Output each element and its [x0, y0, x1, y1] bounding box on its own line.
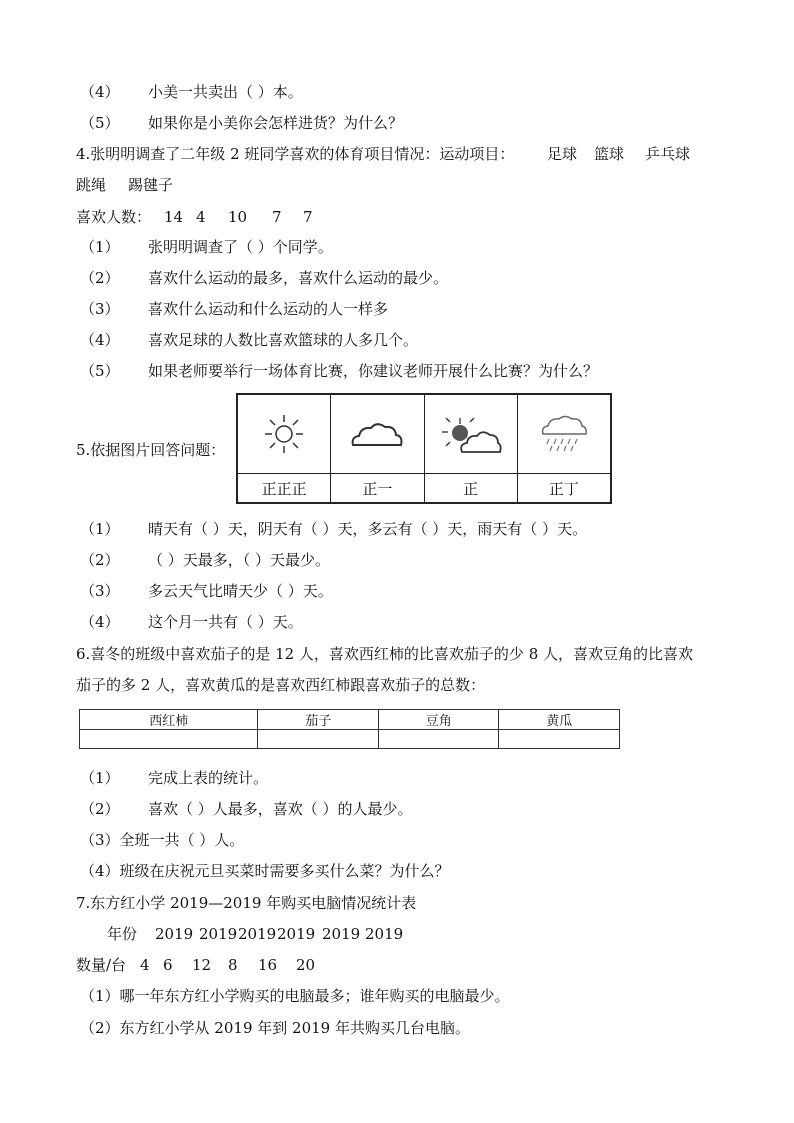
question-4-title: 4.张明明调查了二年级 2 班同学喜欢的体育项目情况：运动项目：: [76, 145, 515, 163]
item-number: （2）: [80, 551, 120, 569]
tally-mark: 正: [463, 479, 479, 498]
item-number: （1）: [80, 520, 120, 538]
tally-mark: 正丁: [548, 479, 579, 498]
question-5-title: 5.依据图片回答问题：: [76, 441, 226, 459]
table-header-cell: 茄子: [258, 710, 379, 730]
question-text: 如果你是小美你会怎样进货？为什么？: [148, 114, 404, 132]
quantity-value: 4: [140, 956, 150, 974]
year-value: 2019: [277, 925, 316, 943]
question-6-line2: 茄子的多 2 人，喜欢黄瓜的是喜欢西红柿跟喜欢茄子的总数：: [76, 676, 486, 694]
sport-item: 足球: [547, 145, 578, 163]
question-text: 喜欢什么运动的最多，喜欢什么运动的最少。: [148, 269, 449, 287]
question-text: 张明明调查了（ ）个同学。: [148, 238, 333, 256]
quantity-value: 20: [296, 956, 316, 974]
quantity-value: 16: [258, 956, 278, 974]
question-text: 这个月一共有（ ）天。: [148, 613, 303, 631]
count-value: 4: [196, 208, 206, 226]
weather-cell-cloudy: [331, 395, 424, 502]
table-cell-empty: [378, 730, 499, 749]
question-text: 如果老师要举行一场体育比赛，你建议老师开展什么比赛？为什么？: [148, 362, 599, 380]
sport-item: 篮球: [594, 145, 625, 163]
question-text: 喜欢足球的人数比喜欢篮球的人多几个。: [148, 331, 419, 349]
count-value: 14: [164, 208, 184, 226]
vegetable-table: [79, 709, 620, 749]
table-header-row: [80, 710, 620, 730]
item-number: （2）: [80, 800, 120, 818]
count-value: 7: [272, 208, 282, 226]
question-6-line1: 6.喜冬的班级中喜欢茄子的是 12 人，喜欢西红柿的比喜欢茄子的少 8 人，喜欢豆角的比喜欢: [76, 645, 694, 663]
partly-cloudy-icon: [440, 412, 502, 456]
tally-mark: 正一: [362, 479, 393, 498]
count-value: 7: [303, 208, 313, 226]
table-row: [80, 730, 620, 749]
question-text: 完成上表的统计。: [148, 769, 269, 787]
table-cell-empty: [80, 730, 258, 749]
year-value: 2019: [365, 925, 404, 943]
question-text: 喜欢什么运动和什么运动的人一样多: [148, 300, 389, 318]
question-text: （4）班级在庆祝元旦买菜时需要多买什么菜？为什么？: [80, 862, 450, 880]
quantity-value: 8: [228, 956, 238, 974]
cloud-icon: [349, 419, 405, 449]
year-value: 2019: [322, 925, 361, 943]
sun-icon: [262, 412, 306, 456]
year-value: 2019: [238, 925, 277, 943]
question-text: 小美一共卖出（ ）本。: [148, 83, 303, 101]
item-number: （4）: [80, 613, 120, 631]
tally-mark: 正正正: [261, 479, 307, 498]
sport-item: 踢毽子: [128, 176, 174, 194]
sport-item: 跳绳: [76, 176, 107, 194]
question-text: 晴天有（ ）天，阴天有（ ）天，多云有（ ）天，雨天有（ ）天。: [148, 520, 588, 538]
year-value: 2019: [155, 925, 194, 943]
item-number: （4）: [80, 331, 120, 349]
item-number: （4）: [80, 83, 120, 101]
question-text: 喜欢（ ）人最多，喜欢（ ）的人最少。: [148, 800, 413, 818]
table-cell-empty: [499, 730, 620, 749]
table-header-cell: 西红柿: [80, 710, 258, 730]
question-text: （3）全班一共（ ）人。: [80, 831, 245, 849]
year-value: 2019: [199, 925, 238, 943]
question-text: （ ）天最多，（ ）天最少。: [148, 551, 331, 569]
weather-cell-partly-cloudy: [425, 395, 518, 502]
item-number: （5）: [80, 362, 120, 380]
question-7-title: 7.东方红小学 2019—2019 年购买电脑情况统计表: [76, 894, 417, 912]
item-number: （5）: [80, 114, 120, 132]
table-header-cell: 黄瓜: [499, 710, 620, 730]
item-number: （1）: [80, 238, 120, 256]
count-value: 10: [228, 208, 248, 226]
quantity-value: 12: [192, 956, 212, 974]
count-label: 喜欢人数：: [76, 208, 152, 226]
weather-table: [236, 393, 612, 504]
question-text: （2）东方红小学从 2019 年到 2019 年共购买几台电脑。: [80, 1019, 470, 1037]
item-number: （3）: [80, 300, 120, 318]
weather-cell-sunny: [238, 395, 331, 502]
item-number: （3）: [80, 582, 120, 600]
table-header-cell: 豆角: [378, 710, 499, 730]
item-number: （1）: [80, 769, 120, 787]
item-number: （2）: [80, 269, 120, 287]
sport-item: 乒乓球: [645, 145, 691, 163]
quantity-value: 6: [163, 956, 173, 974]
year-label: 年份: [107, 925, 138, 943]
question-text: 多云天气比晴天少（ ）天。: [148, 582, 333, 600]
quantity-label: 数量/台: [76, 956, 127, 974]
weather-cell-rainy: [518, 395, 610, 502]
question-text: （1）哪一年东方红小学购买的电脑最多；谁年购买的电脑最少。: [80, 987, 510, 1005]
table-cell-empty: [258, 730, 379, 749]
rain-icon: [539, 414, 589, 454]
